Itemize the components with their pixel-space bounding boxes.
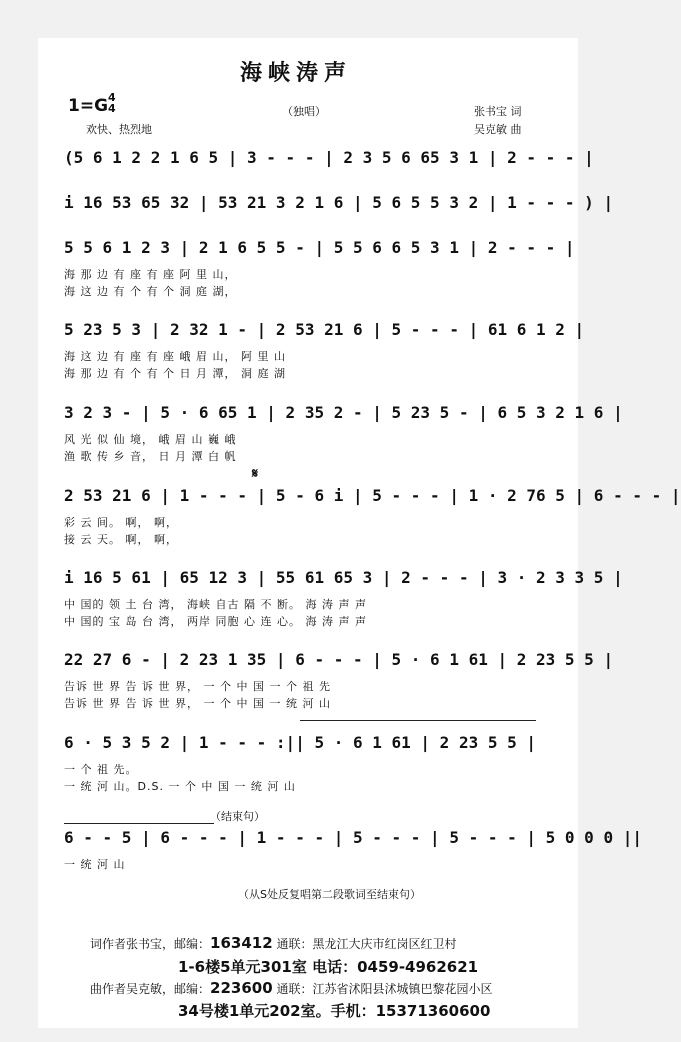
score-line-lyric: 告诉 世 界 告 诉 世 界， 一 个 中 国 一 统 河 山 [64, 697, 331, 710]
composer-credit: 吴克敏 曲 [474, 123, 522, 136]
score-line-lyric: 彩 云 间。 啊， 啊， [64, 516, 178, 529]
score-line-lyric: 中 国的 宝 岛 台 湾， 两岸 同胞 心 连 心。 海 涛 声 声 [64, 615, 367, 628]
score-line-lyric: 海 那 边 有 个 有 个 日 月 潭， 洞 庭 湖 [64, 367, 286, 380]
score-line-lyric: 一 统 河 山 [64, 858, 126, 871]
score-line-lyric: 接 云 天。 啊， 啊， [64, 533, 178, 546]
score-line-music: 2 53 21 6 | 1 - - - | 5 - 6 i | 5 - - - | 1 · 2 76 5 | 6 - - - | [64, 486, 681, 505]
score-line-music: i 16 53 65 32 | 53 21 3 2 1 6 | 5 6 5 5 3 2 | 1 - - - ) | [64, 193, 614, 212]
score-line-music: 5 23 5 3 | 2 32 1 - | 2 53 21 6 | 5 - - - | 61 6 1 2 | [64, 320, 585, 339]
composer-zip-label: 曲作者吴克敏，邮编： [90, 982, 211, 996]
lyricist-contact-line2: 1-6楼5单元301室 电话：0459-4962621 [178, 958, 479, 976]
score-line-lyric: 海 这 边 有 个 有 个 洞 庭 湖， [64, 285, 237, 298]
composer-address: 通联：江苏省沭阳县沭城镇巴黎花园小区 [276, 982, 493, 996]
score-line-music: (5 6 1 2 2 1 6 5 | 3 - - - | 2 3 5 6 65 3 1 | 2 - - - | [64, 148, 594, 167]
score-line-music: i 16 5 61 | 65 12 3 | 55 61 65 3 | 2 - - - | 3 · 2 3 3 5 | [64, 568, 623, 587]
lyricist-credit: 张书宝 词 [474, 105, 522, 118]
score-line-music: 22 27 6 - | 2 23 1 35 | 6 - - - | 5 · 6 1 61 | 2 23 5 5 | [64, 650, 614, 669]
performance-type: （独唱） [282, 105, 326, 118]
score-line-lyric: 告诉 世 界 告 诉 世 界， 一 个 中 国 一 个 祖 先 [64, 680, 331, 693]
ending-label: （结束句） [210, 810, 265, 823]
volta-bracket [300, 720, 536, 721]
score-line-music: 6 - - 5 | 6 - - - | 1 - - - | 5 - - - | 5 - - - | 5 0 0 0 || [64, 828, 642, 847]
tempo-marking: 欢快、热烈地 [86, 123, 152, 136]
score-line-lyric: 海 这 边 有 座 有 座 峨 眉 山， 阿 里 山 [64, 350, 286, 363]
key-signature: 1=G [68, 96, 109, 116]
score-line-lyric: 渔 歌 传 乡 音， 日 月 潭 白 帆 [64, 450, 237, 463]
score-line-lyric: 一 个 祖 先。 [64, 763, 138, 776]
lyricist-zip-label: 词作者张书宝，邮编： [90, 937, 211, 951]
score-sheet [38, 38, 681, 1028]
score-line-music: 6 · 5 3 5 2 | 1 - - - :|| 5 · 6 1 61 | 2 23 5 5 | [64, 733, 537, 752]
segno-sign: 𝄋 [252, 466, 259, 482]
score-line-music: 3 2 3 - | 5 · 6 65 1 | 2 35 2 - | 5 23 5 - | 6 5 3 2 1 6 | [64, 403, 623, 422]
time-signature [108, 92, 116, 114]
song-title: 海峡涛声 [240, 61, 353, 86]
lyricist-address: 通联：黑龙江大庆市红岗区红卫村 [276, 937, 457, 951]
time-signature-top: 4 [108, 91, 116, 104]
score-line-music: 5 5 6 1 2 3 | 2 1 6 5 5 - | 5 5 6 6 5 3 1 | 2 - - - | [64, 238, 575, 257]
score-line-lyric: 一 统 河 山。D.S. 一 个 中 国 一 统 河 山 [64, 780, 296, 793]
lyricist-zip: 163412 [210, 934, 273, 952]
lyricist-contact-line1 [90, 934, 456, 952]
composer-contact-line2: 34号楼1单元202室。手机：15371360600 [178, 1002, 491, 1020]
ending-bracket [64, 823, 214, 824]
composer-contact-line1 [90, 979, 492, 997]
composer-zip: 223600 [210, 979, 273, 997]
score-line-lyric: 海 那 边 有 座 有 座 阿 里 山， [64, 268, 237, 281]
score-line-lyric: 中 国的 领 土 台 湾， 海峡 自古 隔 不 断。 海 涛 声 声 [64, 598, 367, 611]
score-line-lyric: 风 光 似 仙 境， 峨 眉 山 巍 峨 [64, 433, 237, 446]
repeat-note: （从S处反复唱第二段歌词至结束句） [238, 888, 421, 901]
time-signature-bottom: 4 [108, 102, 116, 115]
